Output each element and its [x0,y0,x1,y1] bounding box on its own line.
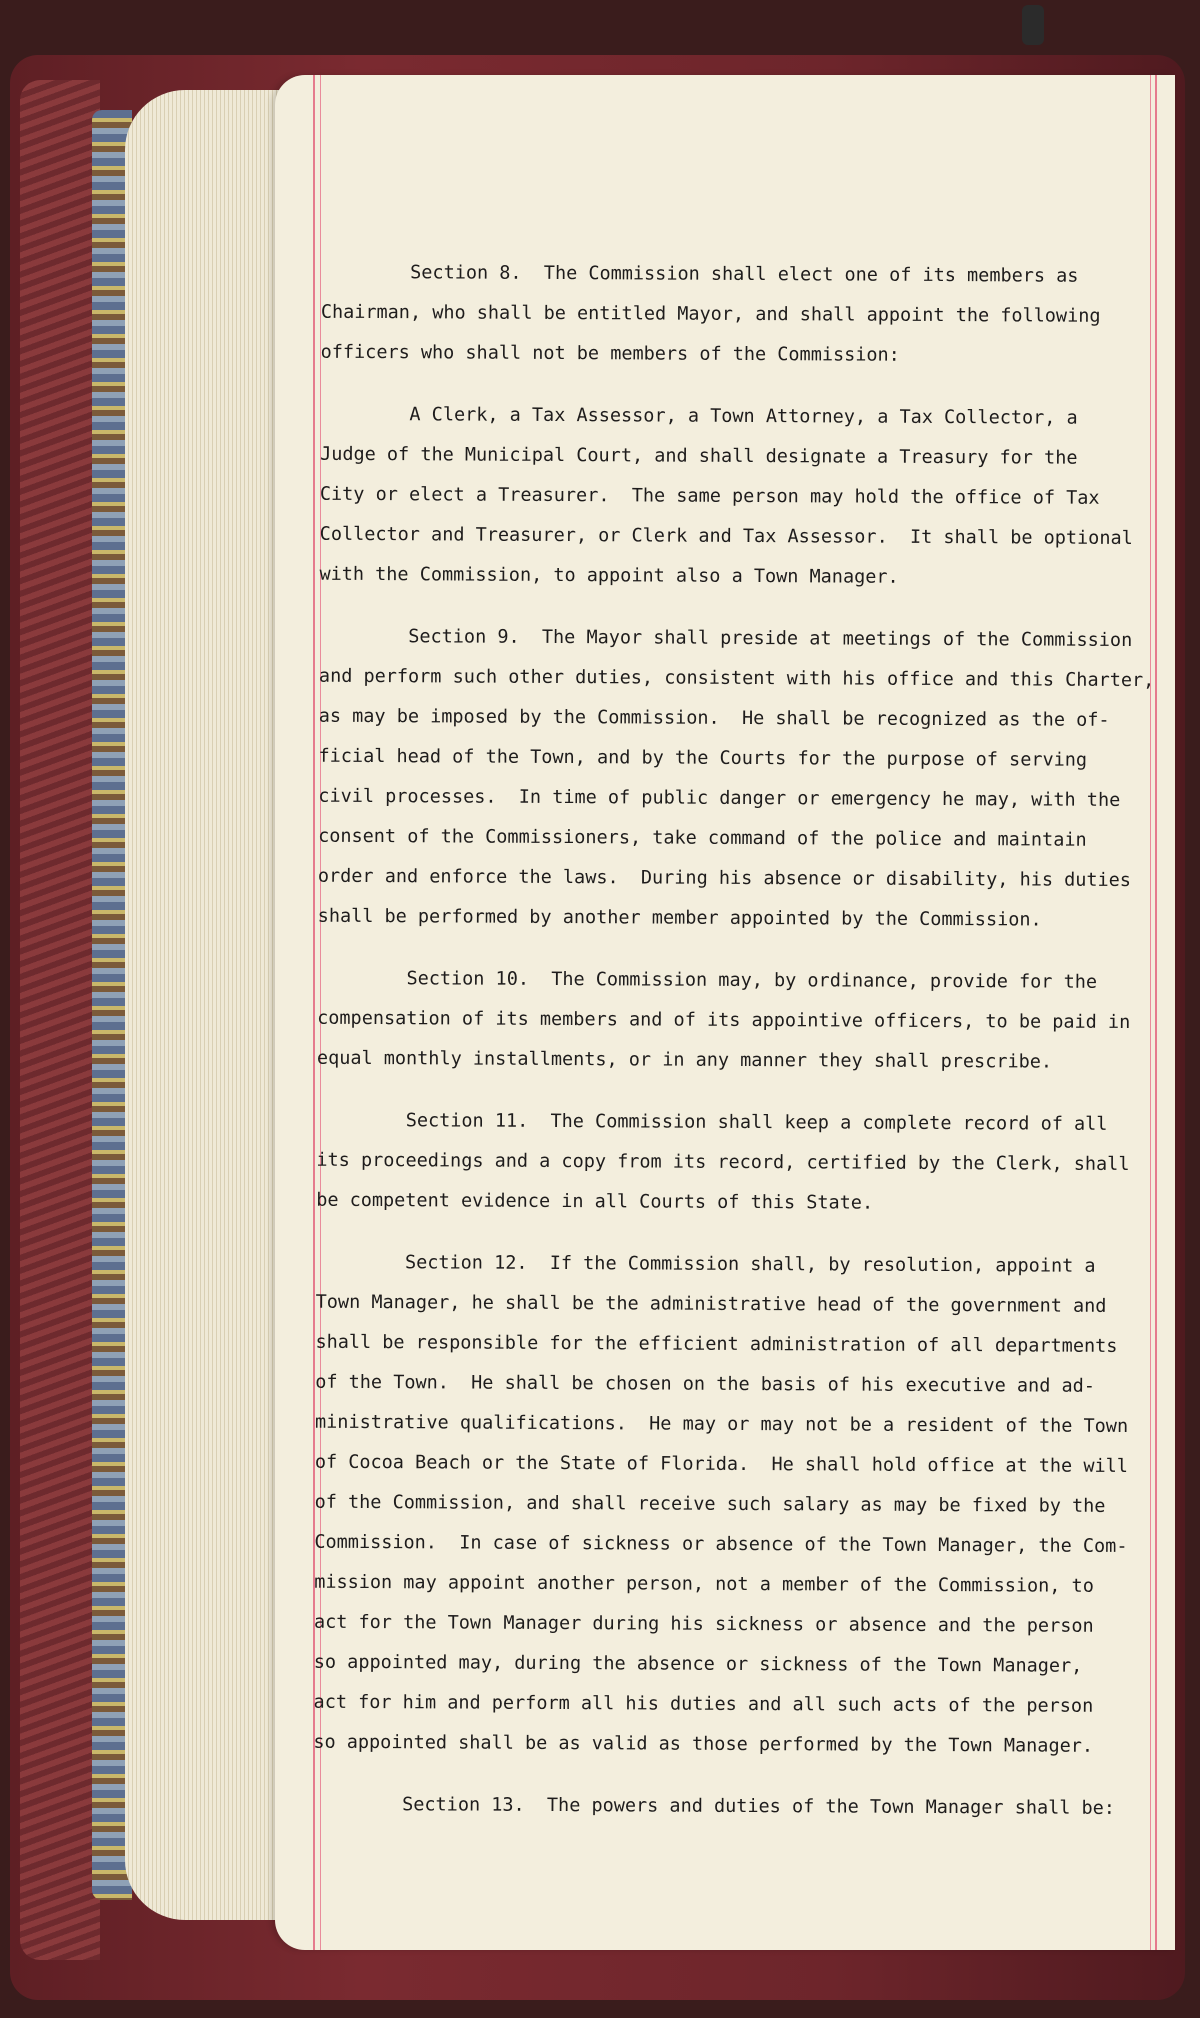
text-line: act for him and perform all his duties and all such acts of the person [313,1691,1094,1717]
paragraph [321,253,1182,378]
text-line: Section 8. The Commission shall elect one of its members as [321,261,1079,287]
text-line: so appointed shall be as valid as those performed by the Town Manager. [313,1731,1094,1757]
text-line: order and enforce the laws. During his absence or disability, his duties [317,865,1132,892]
text-line: Section 12. If the Commission shall, by resolution, appoint a [315,1251,1096,1277]
text-line: City or elect a Treasurer. The same person may hold the office of Tax [319,483,1100,509]
text-line: Section 9. The Mayor shall preside at meetings of the Commission [319,625,1133,652]
paragraph [318,617,1180,941]
document-page [275,75,1175,1950]
paragraph [316,1101,1177,1226]
text-line: Town Manager, he shall be the administrative head of the government and [315,1291,1107,1317]
cover-edge [20,80,100,1960]
paragraph [313,1785,1173,1830]
text-line: shall be performed by another member appointed by the Commission. [317,905,1042,931]
text-line: Section 13. The powers and duties of the Town Manager shall be: [313,1793,1116,1819]
text-line: shall be responsible for the efficient administration of all departments [315,1331,1118,1357]
text-line: equal monthly installments, or in any manner they shall prescribe. [316,1047,1053,1073]
text-line: compensation of its members and of its appointive officers, to be paid in [317,1007,1131,1034]
text-line: mission may appoint another person, not a member of the Commission, to [314,1571,1094,1597]
text-line: Judge of the Municipal Court, and shall designate a Treasury for the [320,443,1078,469]
text-line: so appointed may, during the absence or sickness of the Town Manager, [313,1651,1083,1677]
text-line: with the Commission, to appoint also a Town Manager. [319,563,899,588]
text-line: civil processes. In time of public danger or emergency he may, with the [318,785,1121,811]
text-line: Section 11. The Commission shall keep a complete record of all [316,1109,1108,1135]
text-line: be competent evidence in all Courts of this State. [316,1189,874,1214]
typed-text [313,253,1181,1851]
text-line: Chairman, who shall be entitled Mayor, and shall appoint the following [320,301,1101,327]
paragraph [317,959,1178,1084]
book-clasp [1022,5,1044,45]
text-line: Commission. In case of sickness or absence of the Town Manager, the Com- [314,1531,1128,1557]
text-line: officers who shall not be members of the Commission: [320,341,900,366]
text-line: of Cocoa Beach or the State of Florida. He shall hold office at the will [314,1451,1128,1477]
text-line: ministrative qualifications. He may or may not be a resident of the Town [315,1411,1129,1438]
page-stack [125,90,300,1920]
text-line: act for the Town Manager during his sickness or absence and the person [313,1611,1094,1637]
text-line: ficial head of the Town, and by the Courts for the purpose of serving [318,745,1088,771]
text-line: of the Commission, and shall receive such salary as may be fixed by the [314,1491,1106,1517]
text-line: A Clerk, a Tax Assessor, a Town Attorney, a Tax Collector, a [320,403,1078,429]
text-line: Section 10. The Commission may, by ordinance, provide for the [317,967,1098,993]
paragraph [319,395,1180,600]
text-line: of the Town. He shall be chosen on the basis of his executive and ad- [315,1371,1095,1397]
text-line: consent of the Commissioners, take command of the police and maintain [318,825,1087,851]
paragraph [313,1243,1176,1767]
text-line: and perform such other duties, consistent with his office and this Charter, [318,665,1155,692]
text-line: as may be imposed by the Commission. He shall be recognized as the of- [318,705,1110,731]
text-line: its proceedings and a copy from its record, certified by the Clerk, shall [316,1149,1130,1176]
text-line: Collector and Treasurer, or Clerk and Tax Assessor. It shall be optional [319,523,1133,550]
